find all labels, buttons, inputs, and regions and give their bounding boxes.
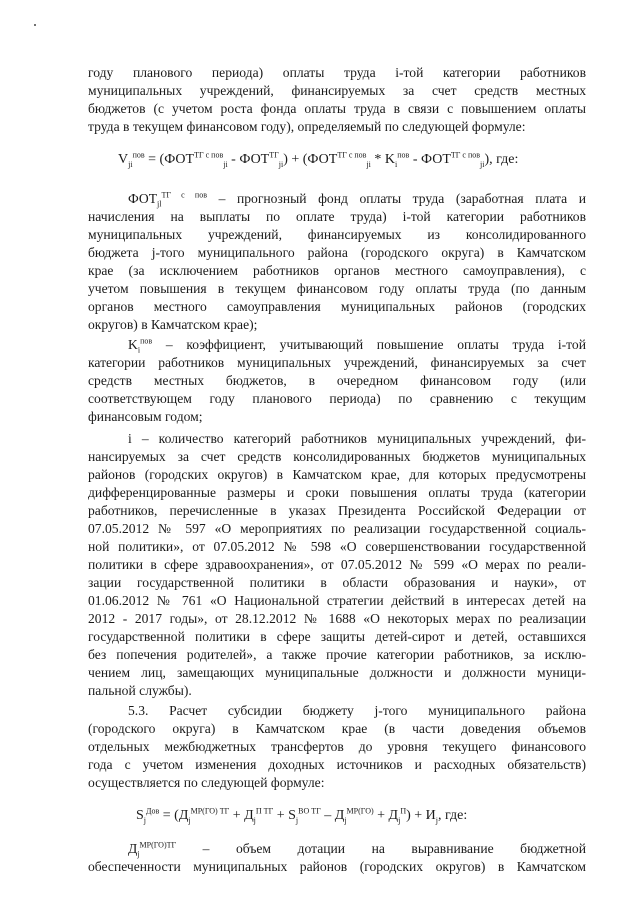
definition-fot: $ФОТ_{jl}^{ТГ с пов}$ – прогнозный фонд оплаты труда (заработная плата и — [128, 190, 586, 209]
text-line: отдельных межбюджетных трансфертов до уровня текущего финансового — [88, 739, 586, 754]
text-line: органов местного самоуправления муниципальных районов (городских — [88, 299, 586, 314]
text-line: средств местных бюджетов, в очередном финансовом году (или — [88, 373, 586, 388]
definition-k: $K_i^{пов}$ – коэффициент, учитывающий повышение оплаты труда i-той — [128, 336, 586, 355]
text-line: i – количество категорий работников муниципальных учреждений, фи- — [128, 431, 586, 446]
text-line: 07.05.2012 № 597 «О мероприятиях по реализации государственной социаль- — [88, 521, 586, 536]
text-line: 2012 - 2017 годы», от 28.12.2012 № 1688 «О некоторых мерах по реализации — [88, 611, 586, 626]
text-line: округов) в Камчатском крае); — [88, 317, 258, 332]
text-line: начисления на выплаты по оплате труда) i-той категории работников — [88, 209, 586, 224]
text-line: финансовым годом; — [88, 409, 203, 424]
text-line: районов (городских округов) в Камчатском крае, для которых предусмотрены — [88, 467, 586, 482]
text-line: бюджетов (с учетом роста фонда оплаты труда в связи с повышением оплаты — [88, 101, 586, 116]
text-line: (городского округа) в Камчатском крае (в части доведения объемов — [88, 721, 586, 736]
text-line: государственной политики в сфере защиты детей-сирот и детей, оставшихся — [88, 629, 586, 644]
formula-v-pov: $V_{ji}^{пов} = (ФОТ^{ТГ с пов}_{ji} - ФОТ^{ТГ}_{ji}) + (ФОТ^{ТГ с пов}_{ji} * K_i^{пов} - ФОТ^{ТГ с пов}_{ji})$, где: — [118, 150, 519, 169]
text-line: обеспеченности муниципальных районов (городских округов) в Камчатском — [88, 859, 586, 874]
text-line: муниципальных учреждений, финансируемых за счет средств местных — [88, 83, 586, 98]
text-line: осуществляется по следующей формуле: — [88, 775, 325, 790]
text-line: труда в текущем финансовом году), определяемый по следующей формуле: — [88, 119, 526, 134]
text-line: ной политики», от 07.05.2012 № 598 «О совершенствовании государственной — [88, 539, 586, 554]
text-line: категории работников муниципальных учреждений, финансируемых за счет — [88, 355, 586, 370]
text-line: учетом повышения в текущем финансовом году оплаты труда (по данным — [88, 281, 586, 296]
text-line: чением лиц, замещающих муниципальные должности и должности муници- — [88, 665, 586, 680]
text-line: нансируемых за счет средств консолидированных бюджетов муниципальных — [88, 449, 586, 464]
formula-s-dov: $S_j^{Дов} = (Д_j^{МР(ГО) ТГ} + Д_j^{П ТГ} + S_j^{ВО ТГ} - Д_j^{МР(ГО)} + Д_j^П) + И_j$, где: — [136, 806, 468, 825]
text-line: работников, перечисленные в указах Президента Российской Федерации от — [88, 503, 586, 518]
text-line: 01.06.2012 № 761 «О Национальной стратегии действий в интересах детей на — [88, 593, 586, 608]
text-line: политики в сфере здравоохранения», от 07.05.2012 № 599 «О мерах по реали- — [88, 557, 586, 572]
text-line: муниципальных учреждений, финансируемых из консолидированного — [88, 227, 586, 242]
section-heading-5-3: 5.3. Расчет субсидии бюджету j-того муниципального района — [128, 703, 586, 718]
text-line: зации государственной политики в области образования и науки», от — [88, 575, 586, 590]
definition-d: $Д_j^{МР(ГО)ТГ}$ – объем дотации на выравнивание бюджетной — [128, 840, 586, 859]
scan-speck — [34, 24, 36, 26]
text-line: году планового периода) оплаты труда i-той категории работников — [88, 65, 586, 80]
text-line: года с учетом изменения доходных источников и расходных обязательств) — [88, 757, 586, 772]
text-line: соответствующем году планового периода) по сравнению с текущим — [88, 391, 586, 406]
text-line: дифференцированные размеры и сроки повышения оплаты труда (категории — [88, 485, 586, 500]
text-line: пальной службы). — [88, 683, 192, 698]
text-line: без попечения родителей», а также прочие категории работников, за исклю- — [88, 647, 586, 662]
text-line: бюджета j-того муниципального района (городского округа) в Камчатском — [88, 245, 586, 260]
text-line: крае (за исключением работников органов местного самоуправления), с — [88, 263, 586, 278]
